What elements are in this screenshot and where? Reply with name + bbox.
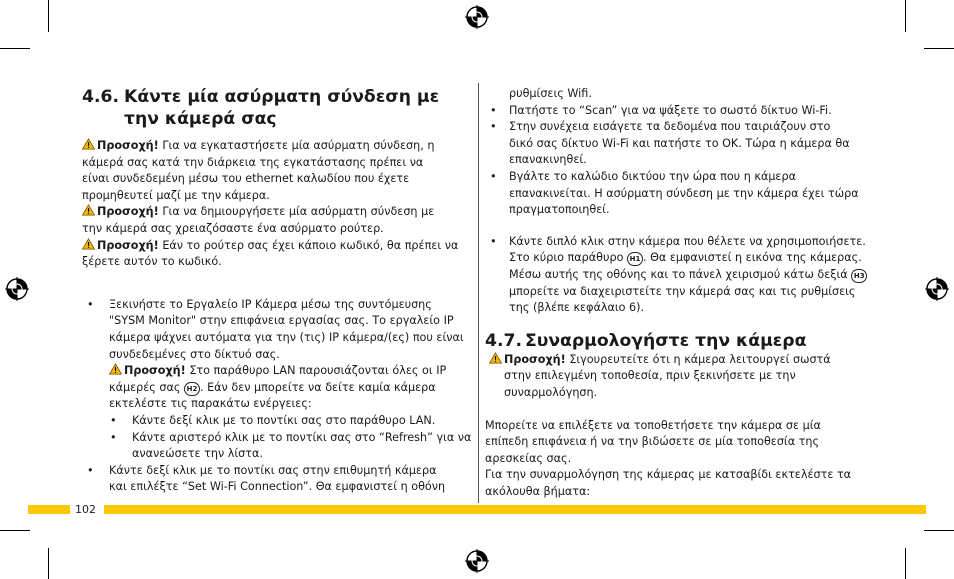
column-divider (478, 83, 479, 503)
continued-line: ρυθμίσεις Wifi. (509, 87, 592, 100)
list-item-start-tool: • Ξεκινήστε το Εργαλείο IP Κάμερα μέσω της συντόμευσης "SYSM Monitor" στην επιφάνεια εργασίας σας. Το εργαλείο IP κάμερα ψάχνει αυτόματα για την (τις) IP κάμερα/(ες) που είναι συνδεδεμένες στο δίκτυό σας. (82, 297, 472, 363)
crop-mark-top-right-v (905, 0, 906, 32)
section-heading-4-7 (485, 330, 885, 352)
paragraph-assembly: Για την συναρμολόγηση της κάμερας με κατσαβίδι εκτελέστε τα ακόλουθα βήματα: (485, 468, 852, 498)
registration-mark-top-icon (465, 5, 489, 29)
list-item-double-click: • Κάντε διπλό κλικ στην κάμερα που θέλετε να χρησιμοποιήσετε. Στο κύριο παράθυρο H1 . Θα εμφανιστεί η εικόνα της κάμερας. Μέσω αυτής της οθόνης και το πάνελ χειρισμού κάτω δεξιά H3 μπορείτε να διαχειριστείτε την κάμερά σας και τις ρυθμίσεις της (βλέπε κεφάλαιο 6). (485, 234, 885, 317)
registration-mark-bottom-icon (465, 549, 489, 573)
crop-mark-top-left-v (48, 0, 49, 32)
section-heading-4-6 (82, 86, 472, 108)
list-item-set-wifi: • Κάντε δεξί κλικ με το ποντίκι σας στην επιθυμητή κάμερα και επιλέξτε “Set Wi-Fi Connection”. Θα εμφανιστεί η οθόνη (82, 463, 472, 496)
warning-icon (82, 238, 95, 250)
h3-badge: H3 (851, 269, 867, 283)
footer-bar-left (28, 505, 70, 514)
crop-mark-top-left-h (0, 48, 30, 49)
crop-mark-top-right-h (924, 48, 954, 49)
right-column (485, 86, 885, 500)
warning-block-2: Προσοχή! Για να δημιουργήσετε μία ασύρματη σύνδεση με την κάμερά σας χρειαζόσαστε ένα ασύρματο ρούτερ. (82, 205, 435, 235)
warning-icon (109, 363, 122, 375)
warning-block-1: Προσοχή! Για να εγκαταστήσετε μία ασύρματη σύνδεση, η κάμερά σας κατά την διάρκεια της εγκατάστασης πρέπει να είναι συνδεδεμένη μέσω του ethernet καλωδίου που έχετε προμηθευτεί μαζί με την κάμερα. (82, 139, 435, 202)
registration-mark-right-icon (925, 277, 949, 301)
crop-mark-bottom-right-v (905, 548, 906, 579)
paragraph-placement: Μπορείτε να επιλέξετε να τοποθετήσετε την κάμερα σε μία επίπεδη επιφάνεια ή να την βιδώσετε σε μία τοποθεσία της αρεσκείας σας. (485, 418, 821, 465)
crop-mark-bottom-left-h (0, 530, 30, 531)
left-column (82, 86, 472, 496)
crop-mark-bottom-left-v (48, 548, 49, 579)
h1-badge: H1 (627, 252, 643, 266)
footer-bar-right (104, 505, 926, 514)
list-item-unplug-cable: • Βγάλτε το καλώδιο δικτύου την ώρα που η κάμερα επανακινείται. Η ασύρματη σύνδεση με την κάμερα έχει τώρα πραγματοποιηθεί. (485, 169, 885, 219)
section-title: Συναρμολογήστε την κάμερα (525, 330, 807, 351)
page-number: 102 (75, 503, 96, 516)
section-title-line-2: την κάμερά σας (124, 109, 277, 129)
section-number: 4.7. (485, 330, 522, 351)
sub-list-item-refresh: • Κάντε αριστερό κλικ με το ποντίκι σας στο “Refresh” για να ανανεώσετε την λίστα. (82, 430, 472, 463)
warning-icon (82, 204, 95, 216)
warning-block-3: Προσοχή! Εάν το ρούτερ σας έχει κάποιο κωδικό, θα πρέπει να ξέρετε αυτόν το κωδικό. (82, 238, 459, 269)
crop-mark-bottom-right-h (924, 530, 954, 531)
list-item-enter-data: • Στην συνέχεια εισάγετε τα δεδομένα που ταιριάζουν στο δικό σας δίκτυο Wi-Fi και πατήστε το OK. Τώρα η κάμερα θα επανακινηθεί. (485, 119, 885, 169)
h2-badge: H2 (184, 382, 200, 396)
section-title-line-1: Κάντε μία ασύρματη σύνδεση με (124, 87, 440, 107)
registration-mark-left-icon (5, 277, 29, 301)
warning-block-5: Προσοχή! Σιγουρευτείτε ότι η κάμερα λειτουργεί σωστά στην επιλεγμένη τοποθεσία, πριν ξεκινήσετε με την συναρμολόγηση. (485, 352, 885, 402)
warning-icon (82, 138, 95, 150)
warning-block-4: Προσοχή! Στο παράθυρο LAN παρουσιάζονται όλες οι IP κάμερές σας H2 . Εάν δεν μπορείτε να δείτε καμία κάμερα εκτελέστε τις παρακάτω ενέργειες: (109, 364, 447, 411)
list-item-scan: • Πατήστε το “Scan” για να ψάξετε το σωστό δίκτυο Wi-Fi. (485, 103, 885, 120)
sub-list-item-right-click: • Κάντε δεξί κλικ με το ποντίκι σας στο παράθυρο LAN. (82, 413, 472, 430)
warning-icon (489, 352, 502, 364)
section-number: 4.6. (82, 87, 119, 107)
